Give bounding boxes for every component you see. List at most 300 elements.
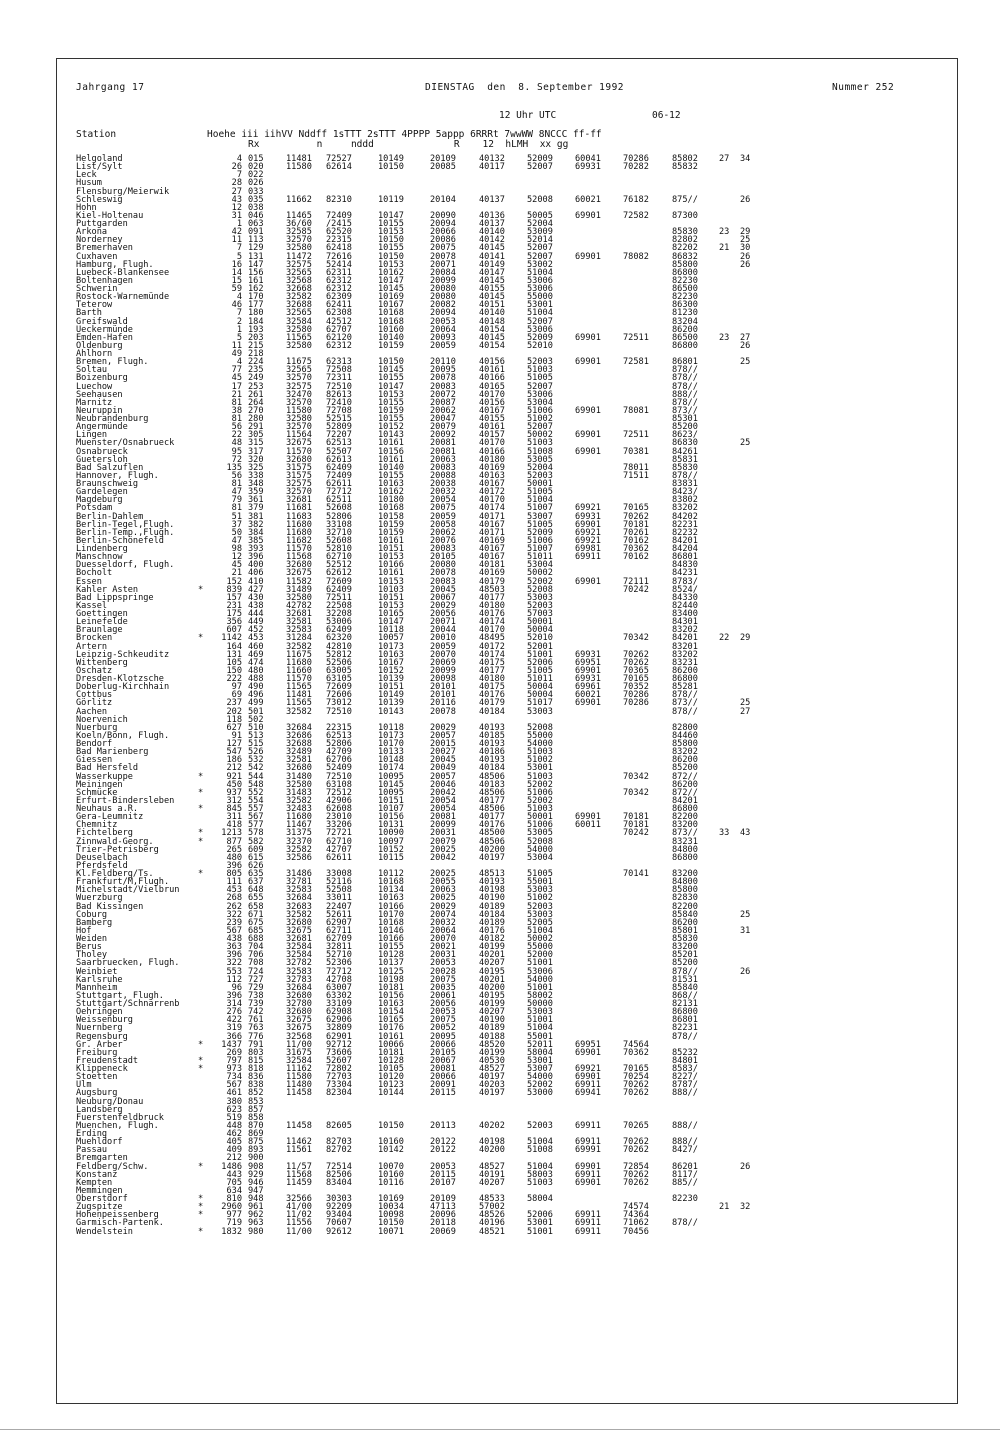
synop-group: 20066 <box>430 1039 456 1050</box>
station-name: Berus <box>76 942 102 953</box>
synop-group: 70162 <box>623 552 649 563</box>
synop-group: 10155 <box>378 219 404 229</box>
station-name: Manschnow <box>76 552 123 563</box>
synop-group: 878// <box>672 1218 698 1229</box>
station-id: 742 <box>248 1007 264 1018</box>
synop-group: 11556 <box>286 1218 312 1229</box>
synop-group: 32675 <box>286 568 312 579</box>
synop-group: 62511 <box>326 495 352 506</box>
synop-group: 72712 <box>326 966 352 977</box>
synop-group: 40167 <box>479 519 505 530</box>
synop-group: 10071 <box>378 1226 404 1237</box>
synop-group: 10131 <box>378 820 404 831</box>
synop-group: 11660 <box>286 665 312 676</box>
synop-group: 40141 <box>479 251 505 262</box>
synop-group: 62611 <box>326 852 352 863</box>
synop-group: 40176 <box>479 925 505 936</box>
synop-group: 52003 <box>527 901 553 912</box>
station-height: 43 <box>231 194 242 205</box>
synop-group: 52306 <box>326 958 352 969</box>
station-name: Bendorf <box>76 739 113 749</box>
station-height: 734 <box>226 1072 242 1083</box>
synop-group: 20053 <box>430 1161 456 1172</box>
station-name: Oberstdorf <box>76 1194 128 1204</box>
synop-group: 32583 <box>286 966 312 977</box>
synop-group: 85201 <box>672 950 698 961</box>
station-height: 131 <box>226 649 242 660</box>
synop-group: 55000 <box>527 292 553 303</box>
synop-group: 10167 <box>378 657 404 668</box>
station-id: 567 <box>248 812 264 823</box>
synop-group: 20099 <box>430 665 456 676</box>
synop-group: 11681 <box>286 503 312 514</box>
station-id: 526 <box>248 747 264 758</box>
synop-group: 82605 <box>326 1120 352 1131</box>
station-height: 1 <box>236 324 242 335</box>
synop-group: 52611 <box>326 909 352 920</box>
synop-group: 10156 <box>378 812 404 823</box>
synop-group: 10160 <box>378 324 404 335</box>
synop-group: 51008 <box>527 446 553 457</box>
synop-group: 62311 <box>326 267 352 278</box>
synop-group: 10155 <box>378 243 404 254</box>
synop-group: 40161 <box>479 365 505 376</box>
synop-group: 31675 <box>286 1047 312 1058</box>
synop-group: 40198 <box>479 1137 505 1148</box>
station-height: 937 <box>226 787 242 798</box>
mountain-marker: * <box>198 584 204 595</box>
synop-group: 52009 <box>527 154 553 164</box>
mountain-marker: * <box>198 828 204 839</box>
station-id: 635 <box>248 869 264 879</box>
synop-group: 10107 <box>378 804 404 814</box>
synop-group: 20075 <box>430 503 456 514</box>
station-name: Kahler Asten <box>76 584 139 595</box>
synop-group: 40154 <box>479 340 505 351</box>
synop-group: 10145 <box>378 284 404 294</box>
station-id: 496 <box>248 690 264 701</box>
synop-group: 40198 <box>479 885 505 896</box>
synop-group: 85200 <box>672 763 698 774</box>
station-height: 186 <box>226 755 242 766</box>
station-id: 947 <box>248 1185 264 1196</box>
station-height: 269 <box>226 1047 242 1058</box>
station-id: 480 <box>248 665 264 676</box>
synop-group: 69941 <box>575 1088 601 1099</box>
synop-group: 32782 <box>286 958 312 969</box>
station-id: 320 <box>248 454 264 465</box>
synop-group: 31480 <box>286 771 312 782</box>
synop-group: 20084 <box>430 267 456 278</box>
synop-group: 48526 <box>479 1210 505 1221</box>
synop-group: 40157 <box>479 430 505 441</box>
synop-group: 40188 <box>479 1031 505 1042</box>
synop-group: 86500 <box>672 284 698 294</box>
station-id: 249 <box>248 373 264 384</box>
synop-group: 70141 <box>623 869 649 879</box>
synop-group: 63302 <box>326 990 352 1001</box>
station-name: Deuselbach <box>76 852 128 863</box>
synop-group: 60021 <box>575 690 601 701</box>
synop-group: 51001 <box>527 1226 553 1237</box>
synop-group: 10118 <box>378 722 404 733</box>
synop-group: 86801 <box>672 552 698 563</box>
synop-group: 10148 <box>378 755 404 766</box>
station-name: Mannheim <box>76 982 118 993</box>
synop-group: 52003 <box>527 357 553 368</box>
synop-group: 20101 <box>430 682 456 693</box>
synop-group: 20069 <box>430 1226 456 1237</box>
synop-group: 69901 <box>575 1047 601 1058</box>
station-height: 438 <box>226 934 242 944</box>
synop-group: 70262 <box>623 1145 649 1156</box>
synop-group: 10153 <box>378 227 404 238</box>
station-name: Bad Kissingen <box>76 901 144 912</box>
synop-group: 82613 <box>326 389 352 400</box>
synop-group: 53003 <box>527 909 553 920</box>
synop-group: 52809 <box>326 422 352 433</box>
synop-group: 10169 <box>378 1194 404 1204</box>
mountain-marker: * <box>198 804 204 814</box>
station-height: 480 <box>226 852 242 863</box>
synop-group: 48500 <box>479 828 505 839</box>
station-id: 658 <box>248 901 264 912</box>
synop-group: 20080 <box>430 560 456 571</box>
synop-group: 10151 <box>378 592 404 603</box>
synop-group: 10147 <box>378 275 404 286</box>
synop-group: 32584 <box>286 1055 312 1066</box>
synop-group: 10174 <box>378 763 404 774</box>
station-name: Boizenburg <box>76 373 128 384</box>
station-id: 688 <box>248 934 264 944</box>
station-name: Zinnwald-Georg. <box>76 836 154 847</box>
station-id: 305 <box>248 430 264 441</box>
synop-group: 32684 <box>286 722 312 733</box>
synop-group: 69911 <box>575 1120 601 1131</box>
header-left: Jahrgang 17 <box>76 82 145 93</box>
synop-group: 10147 <box>378 210 404 221</box>
synop-group: 70181 <box>623 812 649 823</box>
station-height: 105 <box>226 657 242 668</box>
synop-group: 20062 <box>430 405 456 416</box>
synop-group: 10159 <box>378 527 404 538</box>
synop-group: 70342 <box>623 633 649 644</box>
synop-group: 11675 <box>286 357 312 368</box>
station-id: 515 <box>248 739 264 749</box>
synop-group: 40171 <box>479 527 505 538</box>
synop-group: 85832 <box>672 162 698 173</box>
synop-group: 10150 <box>378 162 404 173</box>
synop-group: 40207 <box>479 1007 505 1018</box>
synop-group: 52003 <box>527 1120 553 1131</box>
synop-group: 11680 <box>286 519 312 530</box>
synop-group: 62906 <box>326 1015 352 1026</box>
station-name: Dresden-Klotzsche <box>76 674 164 684</box>
synop-group: 40176 <box>479 690 505 701</box>
table-row <box>76 1122 896 1130</box>
synop-group: 10128 <box>378 1055 404 1066</box>
station-height: 4 <box>236 357 242 368</box>
gust-gg: 32 <box>740 1202 751 1213</box>
synop-group: 20115 <box>430 1088 456 1099</box>
station-name: Stuttgart/Schnarrenb <box>76 999 180 1009</box>
station-height: 79 <box>231 495 242 506</box>
synop-group: 52507 <box>326 446 352 457</box>
synop-group: 86200 <box>672 665 698 676</box>
station-name: Weiden <box>76 934 108 944</box>
synop-group: 872// <box>672 771 698 782</box>
station-name: Freiburg <box>76 1047 118 1058</box>
synop-group: 83202 <box>672 747 698 758</box>
synop-group: 20010 <box>430 633 456 644</box>
synop-group: 10167 <box>378 300 404 311</box>
station-height: 7 <box>236 308 242 319</box>
synop-group: 10198 <box>378 974 404 985</box>
synop-group: 40182 <box>479 934 505 944</box>
synop-group: 10150 <box>378 1120 404 1131</box>
synop-group: 10156 <box>378 446 404 457</box>
synop-group: 11683 <box>286 511 312 522</box>
station-height: 839 <box>226 584 242 595</box>
station-id: 474 <box>248 657 264 668</box>
synop-group: 20054 <box>430 495 456 506</box>
synop-group: 70254 <box>623 1072 649 1083</box>
mountain-marker: * <box>198 1202 204 1213</box>
mountain-marker: * <box>198 1064 204 1074</box>
synop-group: 52512 <box>326 560 352 571</box>
station-height: 12 <box>231 202 242 213</box>
synop-group: 20070 <box>430 934 456 944</box>
synop-group: 20101 <box>430 690 456 701</box>
synop-group: 32811 <box>326 942 352 953</box>
synop-group: 40189 <box>479 901 505 912</box>
synop-group: 40184 <box>479 909 505 920</box>
station-id: 671 <box>248 909 264 920</box>
synop-group: 51005 <box>527 519 553 530</box>
synop-group: 32710 <box>326 527 352 538</box>
synop-group: 10034 <box>378 1202 404 1213</box>
station-height: 21 <box>231 568 242 579</box>
synop-group: 50001 <box>527 479 553 489</box>
synop-group: 51001 <box>527 982 553 993</box>
station-name: Freudenstadt <box>76 1055 139 1066</box>
synop-group: 72703 <box>326 1072 352 1083</box>
gust-gg: 25 <box>740 438 751 449</box>
station-height: 805 <box>226 869 242 879</box>
station-height: 42 <box>231 227 242 238</box>
synop-group: 74564 <box>623 1039 649 1050</box>
station-name: Essen <box>76 576 102 587</box>
station-id: 499 <box>248 698 264 709</box>
synop-group: 40177 <box>479 592 505 603</box>
station-height: 164 <box>226 641 242 652</box>
synop-group: 32570 <box>286 235 312 246</box>
synop-group: 20072 <box>430 389 456 400</box>
synop-group: 10181 <box>378 1047 404 1058</box>
synop-group: 48495 <box>479 633 505 644</box>
synop-group: 20062 <box>430 527 456 538</box>
synop-group: 20081 <box>430 446 456 457</box>
synop-group: 40180 <box>479 454 505 465</box>
synop-group: 32683 <box>286 901 312 912</box>
station-name: Feldberg/Schw. <box>76 1161 149 1172</box>
synop-group: 20059 <box>430 340 456 351</box>
station-name: Wittenberg <box>76 657 128 668</box>
synop-group: 32489 <box>286 747 312 758</box>
station-height: 4 <box>236 154 242 164</box>
gust-gg: 26 <box>740 259 751 270</box>
station-height: 2960 <box>221 1202 242 1213</box>
synop-group: 51003 <box>527 365 553 376</box>
synop-group: 40169 <box>479 462 505 473</box>
station-name: Gardelegen <box>76 487 128 498</box>
station-name: Meiningen <box>76 779 123 790</box>
synop-group: 70262 <box>623 1080 649 1091</box>
table-row <box>76 179 896 187</box>
synop-group: 57002 <box>479 1202 505 1213</box>
synop-group: 70282 <box>623 162 649 173</box>
synop-group: 52810 <box>326 544 352 554</box>
station-height: 38 <box>231 405 242 416</box>
synop-group: 10140 <box>378 462 404 473</box>
synop-group: 11565 <box>286 682 312 693</box>
synop-group: 10149 <box>378 154 404 164</box>
synop-group: 54000 <box>527 1072 553 1083</box>
synop-group: 32680 <box>286 560 312 571</box>
station-height: 1832 <box>221 1226 242 1237</box>
synop-group: 40176 <box>479 609 505 619</box>
station-name: Brocken <box>76 633 113 644</box>
synop-group: 48506 <box>479 836 505 847</box>
station-name: Muenchen, Flugh. <box>76 1120 159 1131</box>
synop-group: 62409 <box>326 625 352 636</box>
synop-group: 10103 <box>378 584 404 595</box>
mountain-marker: * <box>198 1039 204 1050</box>
gust-ff: 27 <box>719 154 730 164</box>
synop-group: 52006 <box>527 1210 553 1221</box>
synop-group: 10170 <box>378 909 404 920</box>
synop-group: 83200 <box>672 942 698 953</box>
synop-group: 10150 <box>378 235 404 246</box>
station-id: 857 <box>248 1104 264 1115</box>
gust-ff: 22 <box>719 633 730 644</box>
station-id: 548 <box>248 779 264 790</box>
synop-group: 85801 <box>672 925 698 936</box>
synop-group: 52011 <box>527 1039 553 1050</box>
station-name: Hannover, Flugh. <box>76 470 159 481</box>
synop-group: 69911 <box>575 1226 601 1237</box>
synop-group: 85830 <box>672 462 698 473</box>
synop-group: 70381 <box>623 446 649 457</box>
synop-group: 72854 <box>623 1161 649 1172</box>
synop-group: 51001 <box>527 1015 553 1026</box>
synop-group: 69921 <box>575 1064 601 1074</box>
synop-group: 53009 <box>527 227 553 238</box>
synop-group: 40191 <box>479 1169 505 1180</box>
station-name: Lindenberg <box>76 544 128 554</box>
synop-group: 20064 <box>430 925 456 936</box>
station-height: 96 <box>231 982 242 993</box>
synop-group: 85840 <box>672 982 698 993</box>
synop-group: 40199 <box>479 942 505 953</box>
station-name: Coburg <box>76 909 108 920</box>
station-height: 81 <box>231 397 242 408</box>
station-name: Fichtelberg <box>76 828 133 839</box>
synop-group: 51011 <box>527 552 553 563</box>
gust-gg: 31 <box>740 925 751 936</box>
station-id: 577 <box>248 820 264 831</box>
header-right: Nummer 252 <box>832 82 895 93</box>
synop-group: 50004 <box>527 690 553 701</box>
station-height: 627 <box>226 722 242 733</box>
station-id: 469 <box>248 649 264 660</box>
synop-group: 20049 <box>430 763 456 774</box>
synop-group: 20080 <box>430 292 456 303</box>
synop-group: 72609 <box>326 576 352 587</box>
synop-group: 53007 <box>527 1064 553 1074</box>
synop-group: 20052 <box>430 1023 456 1034</box>
station-id: 170 <box>248 292 264 303</box>
station-name: Hohenpeissenberg <box>76 1210 159 1221</box>
synop-group: 40154 <box>479 324 505 335</box>
gust-gg: 26 <box>740 194 751 205</box>
synop-group: 86800 <box>672 674 698 684</box>
synop-group: 10153 <box>378 552 404 563</box>
synop-group: 51002 <box>527 893 553 904</box>
synop-group: 10151 <box>378 795 404 806</box>
synop-group: 69921 <box>575 527 601 538</box>
station-name: Soltau <box>76 365 108 376</box>
synop-group: 10158 <box>378 511 404 522</box>
synop-group: 32680 <box>286 917 312 928</box>
gust-gg: 26 <box>740 966 751 977</box>
synop-group: 86200 <box>672 917 698 928</box>
synop-group: 11568 <box>286 1169 312 1180</box>
synop-group: 20099 <box>430 275 456 286</box>
table-row <box>76 1089 896 1097</box>
synop-group: 85800 <box>672 739 698 749</box>
synop-group: 32570 <box>286 397 312 408</box>
station-height: 265 <box>226 844 242 855</box>
synop-group: 84460 <box>672 730 698 741</box>
station-id: 870 <box>248 1120 264 1131</box>
synop-group: 51006 <box>527 535 553 546</box>
synop-group: 40181 <box>479 560 505 571</box>
synop-group: 40201 <box>479 950 505 961</box>
synop-group: 51005 <box>527 487 553 498</box>
station-name: Bremgarten <box>76 1153 128 1164</box>
synop-group: 10181 <box>378 982 404 993</box>
synop-group: 69931 <box>575 649 601 660</box>
station-height: 366 <box>226 1031 242 1042</box>
synop-group: 888// <box>672 1088 698 1099</box>
synop-group: 52007 <box>527 162 553 173</box>
synop-group: 53006 <box>527 284 553 294</box>
gust-gg: 43 <box>740 828 751 839</box>
synop-group: 40190 <box>479 893 505 904</box>
synop-group: 20116 <box>430 698 456 709</box>
station-height: 363 <box>226 942 242 953</box>
synop-group: 32580 <box>286 324 312 335</box>
station-name: Berlin-Tegel,Flugh. <box>76 519 175 530</box>
synop-group: 40202 <box>479 1120 505 1131</box>
station-id: 131 <box>248 251 264 262</box>
synop-group: 40197 <box>479 1072 505 1083</box>
station-name: Emden-Hafen <box>76 332 133 343</box>
synop-group: 40177 <box>479 812 505 823</box>
synop-group: 10097 <box>378 836 404 847</box>
synop-group: 40155 <box>479 284 505 294</box>
